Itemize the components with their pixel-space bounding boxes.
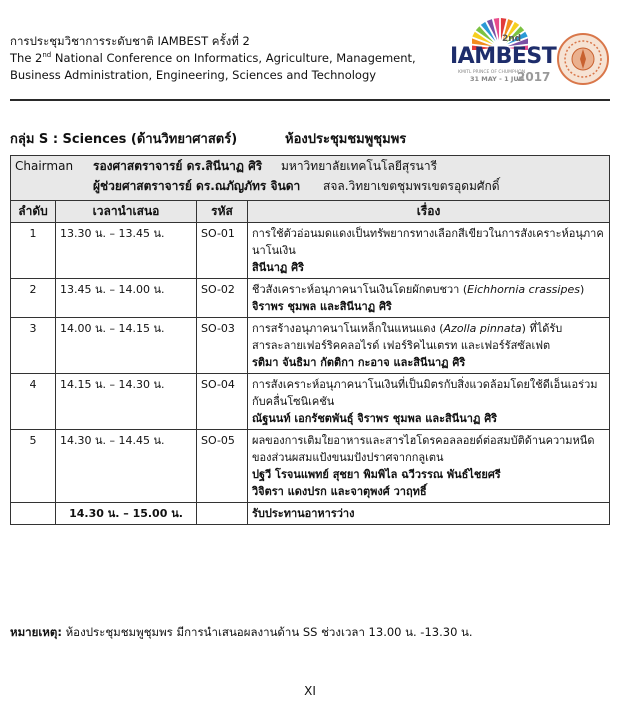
header-line2-pre: The 2 [10, 51, 43, 65]
row-title [252, 432, 605, 466]
row-title-after: ) ที่ได้รับสารละลายเฟอร์ริคคลอไรด์ เฟอร์ริคไนเตรท และเฟอร์รัสซัลเฟต [252, 322, 563, 352]
row-time: 13.30 น. – 13.45 น. [56, 223, 197, 279]
row-no: 4 [11, 374, 56, 430]
row-title [252, 281, 605, 298]
row-time: 14.15 น. – 14.30 น. [56, 374, 197, 430]
row-authors: ณัฐนนท์ เอกรัชตพันธุ์ จิราพร ชุมพล และสินีนาฏ ศิริ [252, 412, 498, 425]
page-number: XI [304, 684, 316, 698]
sunburst-petal [494, 18, 499, 40]
row-code: SO-01 [197, 223, 248, 279]
row-details [248, 223, 610, 279]
row-title-species: Azolla pinnata [443, 322, 522, 335]
chairman-line-1 [15, 158, 605, 178]
row-no: 1 [11, 223, 56, 279]
col-header-title: เรื่อง [248, 201, 610, 223]
session-group: กลุ่ม S : Sciences (ด้านวิทยาศาสตร์) [10, 132, 238, 147]
row-title-text: การสังเคราะห์อนุภาคนาโนเงินที่เป็นมิตรกับสิ่งแวดล้อมโดยใช้ดีเอ็นเอร่วมกับคลื่นโซนิเคชัน [252, 378, 598, 408]
row-authors: สินีนาฏ ศิริ [252, 261, 305, 274]
table-row [11, 318, 610, 374]
row-code: SO-03 [197, 318, 248, 374]
presentation-rows [11, 223, 610, 503]
chairman-line-2 [15, 178, 605, 198]
row-code: SO-04 [197, 374, 248, 430]
chairman-affiliation: มหาวิทยาลัยเทคโนโลยีสุรนารี [281, 159, 438, 173]
chairman-affiliation: สจล.วิทยาเขตชุมพรเขตรอุดมศักดิ์ [323, 179, 500, 193]
schedule-table [10, 155, 610, 525]
row-no: 3 [11, 318, 56, 374]
row-title-text: การสร้างอนุภาคนาโนเหล็กในแหนแดง ( [252, 322, 444, 335]
row-title [252, 320, 605, 354]
table-row [11, 223, 610, 279]
note-text: ห้องประชุมชมพูชุมพร มีการนำเสนอผลงานด้าน SS ช่วงเวลา 13.00 น. -13.30 น. [65, 625, 473, 639]
chairman-name: รองศาสตราจารย์ ดร.สินีนาฏ ศิริ [93, 159, 263, 173]
row-details [248, 374, 610, 430]
chairman-label: Chairman [15, 159, 74, 173]
row-title [252, 225, 605, 259]
row-authors: ปฐวี โรจนแพทย์ สุชยา พิมพิไล ฉวีวรรณ พันธ์ไชยศรี [252, 468, 501, 481]
row-time: 14.00 น. – 14.15 น. [56, 318, 197, 374]
conference-header [10, 33, 430, 84]
col-header-no: ลำดับ [11, 201, 56, 223]
row-details [248, 318, 610, 374]
logo-wordmark: IAMBEST [450, 44, 557, 69]
header-line-thai: การประชุมวิชาการระดับชาติ IAMBEST ครั้งที่ 2 [10, 34, 250, 48]
row-time: 14.30 น. – 14.45 น. [56, 430, 197, 503]
logo-ordinal: 2nd [502, 34, 522, 44]
row-title-text: การใช้ตัวอ่อนมดแดงเป็นทรัพยากรทางเลือกสีเขียวในการสังเคราะห์อนุภาคนาโนเงิน [252, 227, 604, 257]
footnote [10, 624, 610, 642]
table-row [11, 279, 610, 318]
break-time: 14.30 น. – 15.00 น. [56, 503, 197, 525]
row-authors: จิราพร ชุมพล และสินีนาฏ ศิริ [252, 300, 392, 313]
header-line-english-2: Business Administration, Engineering, Sciences and Technology [10, 68, 377, 82]
chairman-name: ผู้ช่วยศาสตราจารย์ ดร.ณภัญภัทร จินดา [93, 179, 301, 193]
row-authors: รติมา จันธิมา กัตติกา กะอาจ และสินีนาฏ ศิริ [252, 356, 466, 369]
header-line2-sup: nd [42, 51, 52, 60]
row-code: SO-05 [197, 430, 248, 503]
row-authors: วิจิตรา แดงปรก และจาตุพงศ์ วาฤทธิ์ [252, 485, 427, 498]
logo-subline: KMITL PRINCE OF CHUMPHON [458, 70, 526, 75]
row-title-after: ) [579, 283, 585, 296]
university-seal-icon [556, 32, 610, 86]
header-divider [10, 99, 610, 101]
logo-year: 2017 [517, 70, 551, 84]
table-row [11, 374, 610, 430]
header-line2-post: National Conference on Informatics, Agriculture, Management, [51, 51, 416, 65]
break-row [11, 503, 610, 525]
table-row [11, 430, 610, 503]
col-header-code: รหัส [197, 201, 248, 223]
row-code: SO-02 [197, 279, 248, 318]
row-title-text: ชีวสังเคราะห์อนุภาคนาโนเงินโดยผักตบชวา ( [252, 283, 468, 296]
row-title [252, 376, 605, 410]
row-details [248, 279, 610, 318]
row-title-text: ผลของการเติมใยอาหารและสารไฮโดรคอลลอยด์ต่อสมบัติด้านความหนืดของส่วนผสมแป้งขนมปังปราศจากกลูเตน [252, 434, 595, 464]
chairman-cell [11, 156, 610, 201]
logo-dates: 31 MAY - 1 JUN [470, 75, 525, 83]
header-line-english-1 [10, 50, 430, 67]
row-no: 5 [11, 430, 56, 503]
session-heading [10, 128, 610, 149]
session-room: ห้องประชุมชมพูชุมพร [285, 132, 407, 147]
column-header-row [11, 201, 610, 223]
row-title-species: Eichhornia crassipes [467, 283, 580, 296]
row-no: 2 [11, 279, 56, 318]
col-header-time: เวลานำเสนอ [56, 201, 197, 223]
break-label: รับประทานอาหารว่าง [248, 503, 610, 525]
row-time: 13.45 น. – 14.00 น. [56, 279, 197, 318]
row-details [248, 430, 610, 503]
chairman-row [11, 156, 610, 201]
iambest-logo [450, 8, 557, 88]
note-label: หมายเหตุ: [10, 625, 62, 639]
